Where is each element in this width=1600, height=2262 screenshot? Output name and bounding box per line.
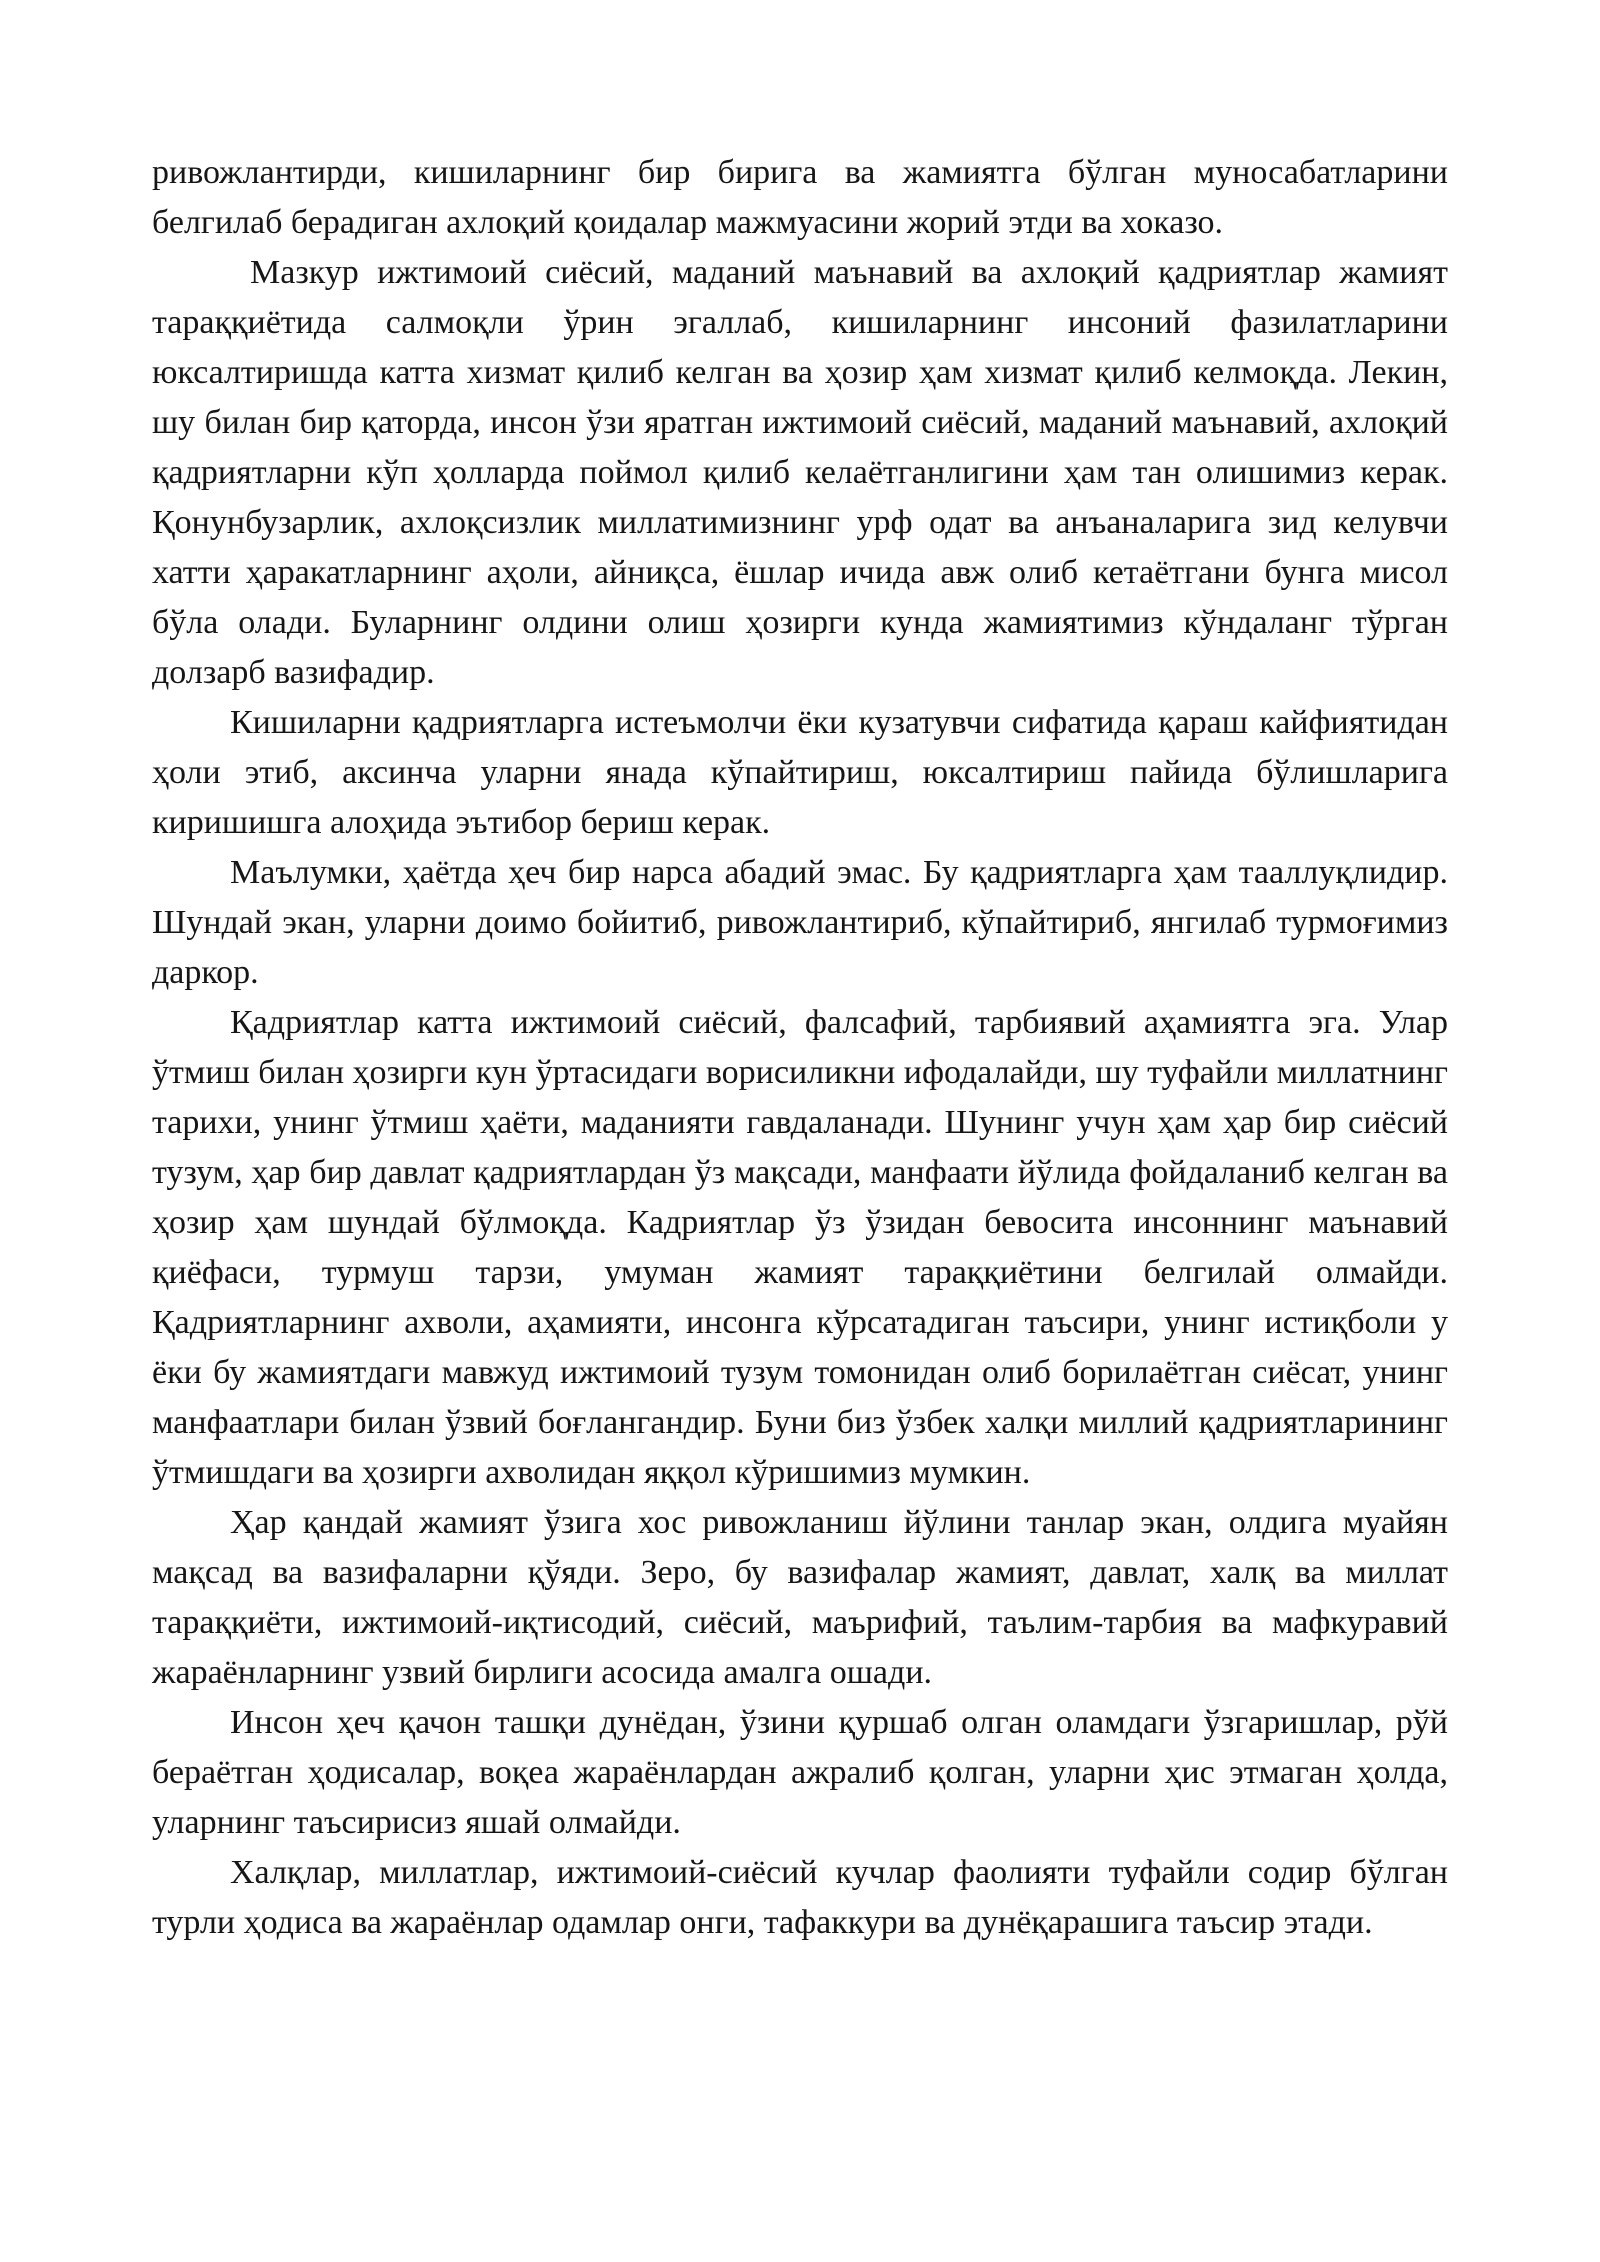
paragraph-8: Халқлар, миллатлар, ижтимоий-сиёсий кучлар фаолияти туфайли содир бўлган турли ҳодиса ва жараёнлар одамлар онги, тафаккури ва дунёқарашига таъсир этади. bbox=[152, 1854, 1448, 1941]
paragraph-7: Инсон ҳеч қачон ташқи дунёдан, ўзини қуршаб олган оламдаги ўзгаришлар, рўй бераётган ҳодисалар, воқеа жараёнлардан ажралиб қолган, уларни ҳис этмаган ҳолда, уларнинг таъсирисиз яшай олмайди. bbox=[152, 1704, 1448, 1841]
document-page bbox=[152, 148, 1448, 1948]
paragraph-4: Маълумки, ҳаётда ҳеч бир нарса абадий эмас. Бу қадриятларга ҳам тааллуқлидир. Шундай экан, уларни доимо бойитиб, ривожлантириб, кўпайтириб, янгилаб турмоғимиз даркор. bbox=[152, 854, 1448, 991]
paragraph-5: Қадриятлар катта ижтимоий сиёсий, фалсафий, тарбиявий аҳамиятга эга. Улар ўтмиш билан ҳозирги кун ўртасидаги ворисиликни ифодалайди, шу туфайли миллатнинг тарихи, унинг ўтмиш ҳаёти, маданияти гавдаланади. Шунинг учун ҳам ҳар бир сиёсий тузум, ҳар бир давлат қадриятлардан ўз мақсади, манфаати йўлида фойдаланиб келган ва ҳозир ҳам шундай бўлмоқда. Кадриятлар ўз ўзидан бевосита инсоннинг маънавий қиёфаси, турмуш тарзи, умуман жамият тараққиётини белгилай олмайди. Қадриятларнинг ахволи, аҳамияти, инсонга кўрсатадиган таъсири, унинг истиқболи у ёки бу жамиятдаги мавжуд ижтимоий тузум томонидан олиб борилаётган сиёсат, унинг манфаатлари билан ўзвий боғлангандир. Буни биз ўзбек халқи миллий қадриятларининг ўтмишдаги ва ҳозирги ахволидан яққол кўришимиз мумкин. bbox=[152, 1004, 1448, 1491]
paragraph-3: Кишиларни қадриятларга истеъмолчи ёки кузатувчи сифатида қараш кайфиятидан ҳоли этиб, аксинча уларни янада кўпайтириш, юксалтириш пайида бўлишларига киришишга алоҳида эътибор бериш керак. bbox=[152, 704, 1448, 841]
paragraph-6: Ҳар қандай жамият ўзига хос ривожланиш йўлини танлар экан, олдига муайян мақсад ва вазифаларни қўяди. Зеро, бу вазифалар жамият, давлат, халқ ва миллат тараққиёти, ижтимоий-иқтисодий, сиёсий, маърифий, таълим-тарбия ва мафкуравий жараёнларнинг узвий бирлиги асосида амалга ошади. bbox=[152, 1504, 1448, 1691]
paragraph-2: Мазкур ижтимоий сиёсий, маданий маънавий ва ахлоқий қадриятлар жамият тараққиётида салмоқли ўрин эгаллаб, кишиларнинг инсоний фазилатларини юксалтиришда катта хизмат қилиб келган ва ҳозир ҳам хизмат қилиб келмоқда. Лекин, шу билан бир қаторда, инсон ўзи яратган ижтимоий сиёсий, маданий маънавий, ахлоқий қадриятларни кўп ҳолларда поймол қилиб келаётганлигини ҳам тан олишимиз керак. Қонунбузарлик, ахлоқсизлик миллатимизнинг урф одат ва анъаналарига зид келувчи хатти ҳаракатларнинг аҳоли, айниқса, ёшлар ичида авж олиб кетаётгани бунга мисол бўла олади. Буларнинг олдини олиш ҳозирги кунда жамиятимиз кўндаланг тўрган долзарб вазифадир. bbox=[152, 254, 1448, 691]
paragraph-1: ривожлантирди, кишиларнинг бир бирига ва жамиятга бўлган муносабатларини белгилаб берадиган ахлоқий қоидалар мажмуасини жорий этди ва хоказо. bbox=[152, 154, 1448, 241]
